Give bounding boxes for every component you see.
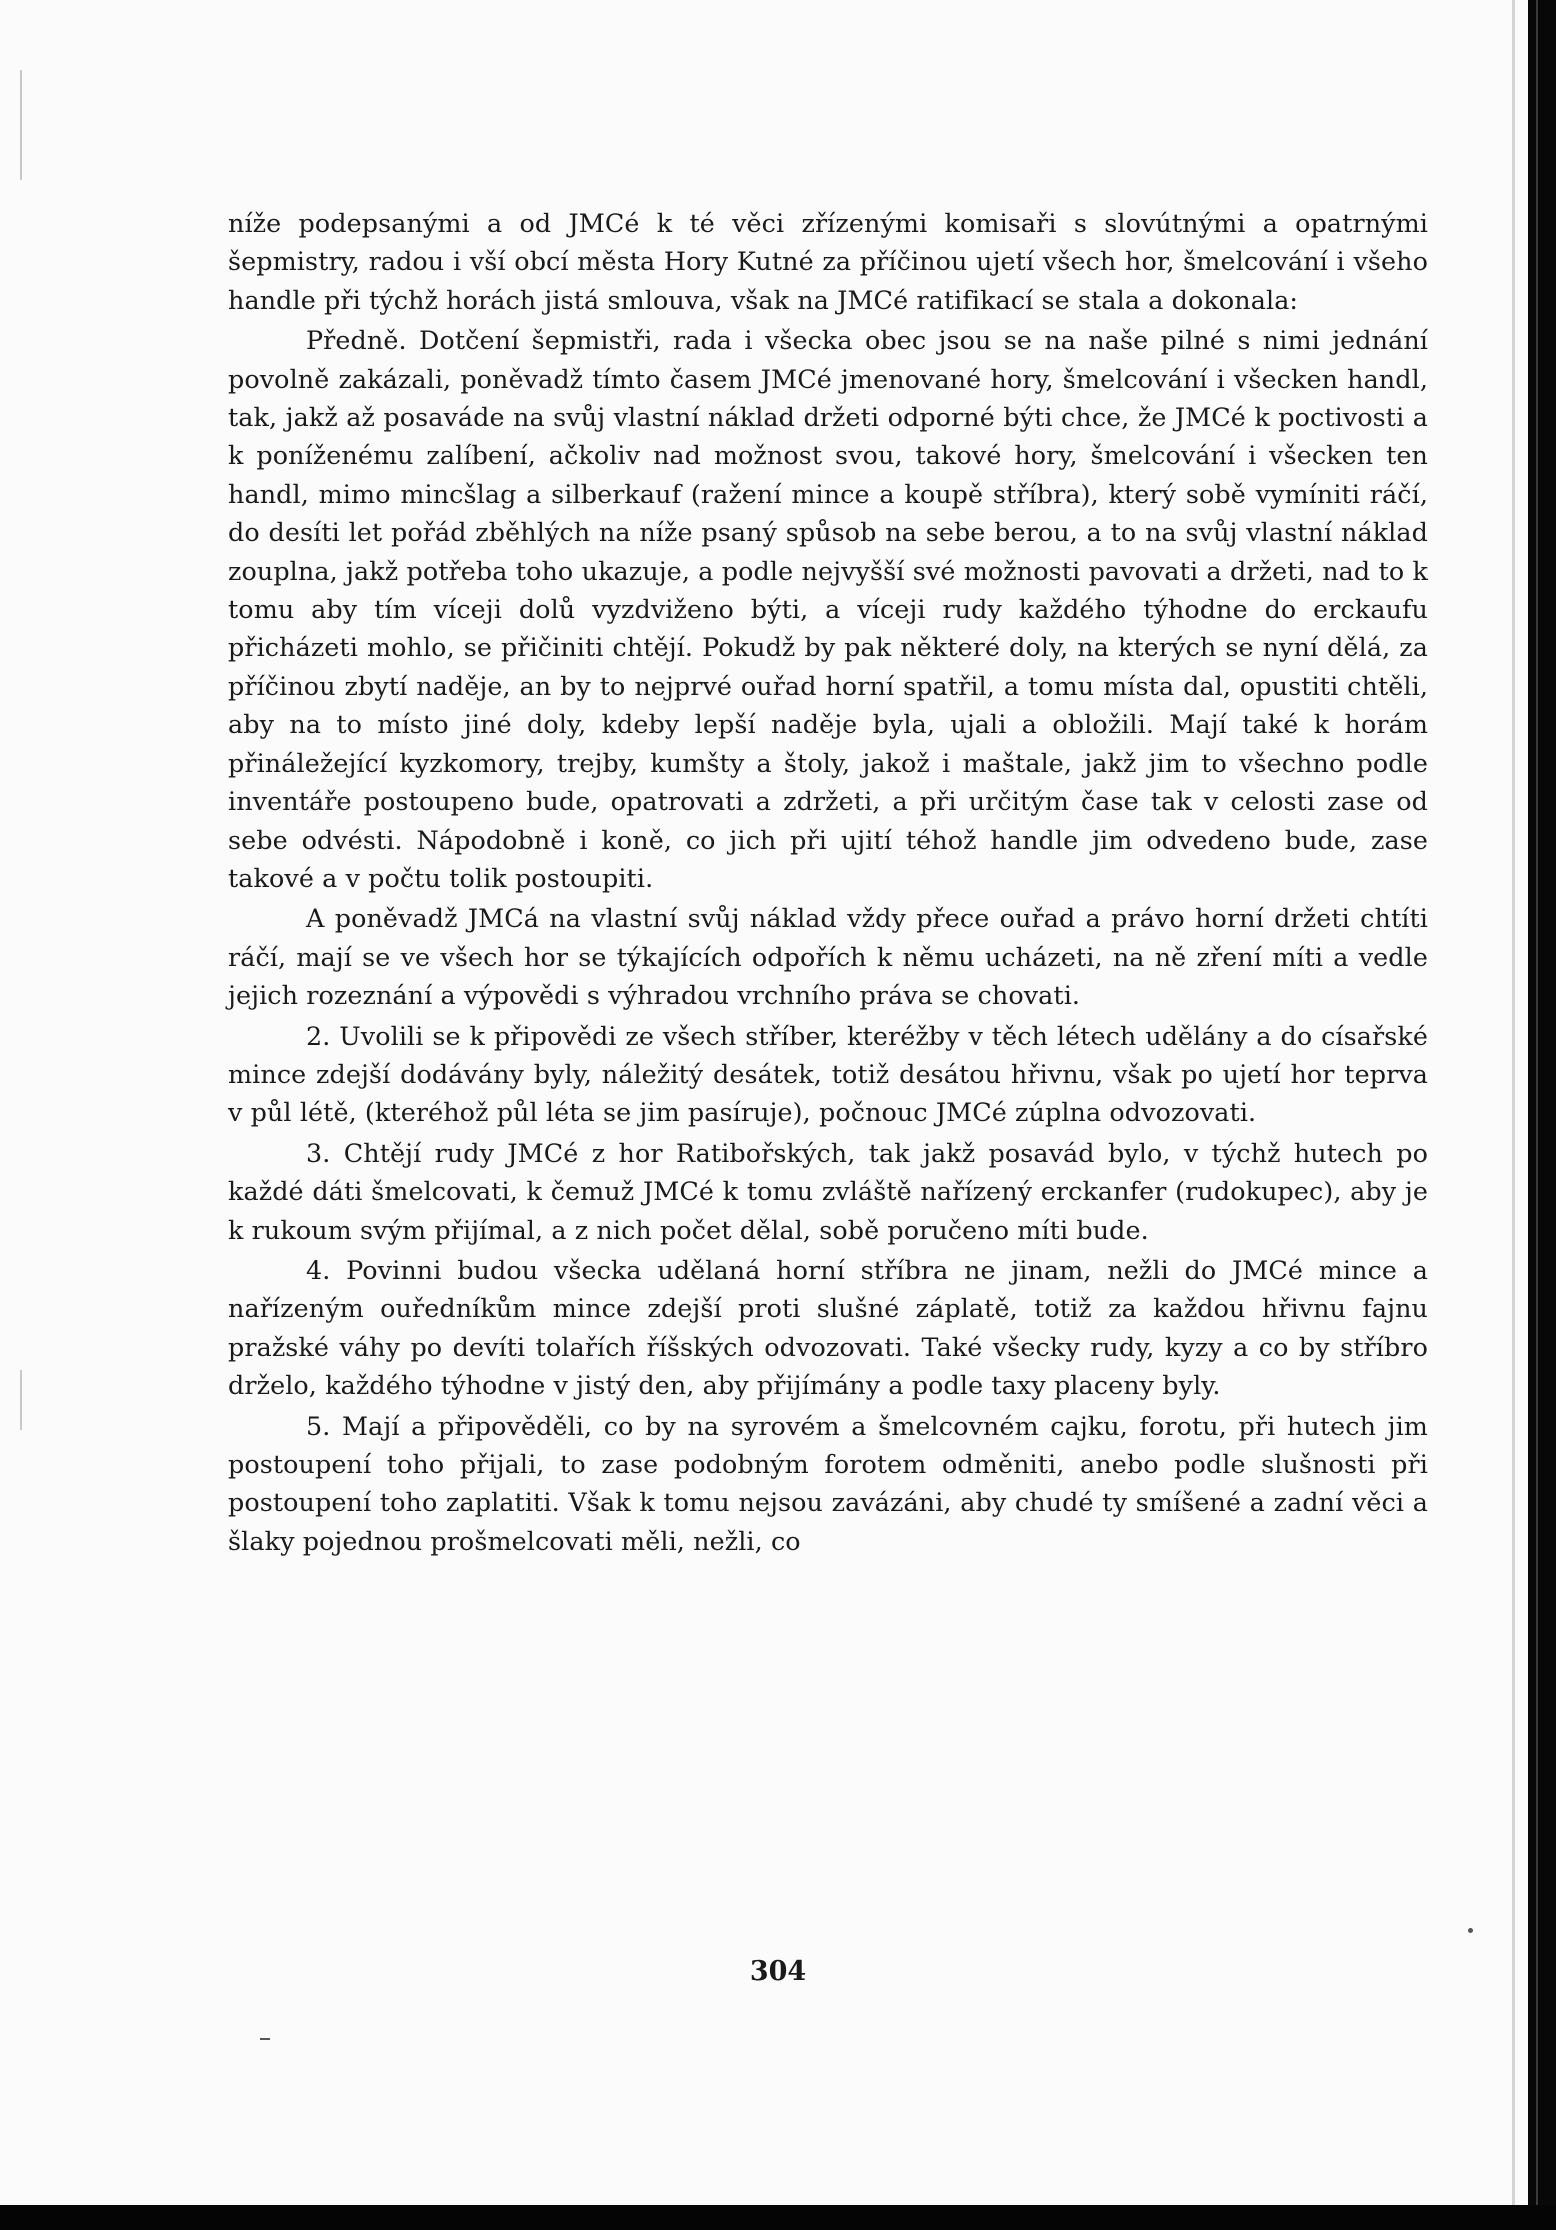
scan-border-line xyxy=(1536,0,1538,2230)
page-number: 304 xyxy=(749,1956,807,1987)
scan-artifact-left-mark xyxy=(20,1370,22,1430)
scan-speck xyxy=(1468,1928,1473,1933)
paragraph-article-2: 2. Uvolili se k připovědi ze všech stříber, kteréžby v těch létech udělány a do císařské mince zdejší dodávány byly, náležitý desátek, totiž desátou hřivnu, však po ujetí hor teprva v půl létě, (kteréhož půl léta se jim pasíruje), počnouc JMCé zúplna odvozovati. xyxy=(228,1020,1428,1128)
paragraph-article-5: 5. Mají a připověděli, co by na syrovém a šmelcovném cajku, forotu, při hutech jim postoupení toho přijali, to zase podobným forotem odměniti, anebo podle slušnosti při postoupení toho zaplatiti. Však k tomu nejsou zavázáni, aby chudé ty smíšené a zadní věci a šlaky pojednou prošmelcovati měli, nežli, co xyxy=(228,1410,1428,1556)
scan-border-right xyxy=(1528,0,1556,2230)
paragraph-article-3: 3. Chtějí rudy JMCé z hor Ratibořských, tak jakž posavád bylo, v týchž hutech po každé dáti šmelcovati, k čemuž JMCé k tomu zvláště nařízený erckanfer (rudokupec), aby je k rukoum svým přijímal, a z nich počet dělal, sobě poručeno míti bude. xyxy=(228,1137,1428,1245)
paragraph-predne: Předně. Dotčení šepmistři, rada i všecka obec jsou se na naše pilné s nimi jednání povolně zakázali, poněvadž tímto časem JMCé jmenované hory, šmelcování i všecken handl, tak, jakž až posaváde na svůj vlastní náklad držeti odporné býti chce, že JMCé k poctivosti a k poníženému zalíbení, ačkoliv nad možnost svou, takové hory, šmelcování i všecken ten handl, mimo mincšlag a silberkauf (ražení mince a koupě stříbra), který sobě vymíniti ráčí, do desíti let pořád zběhlých na níže psaný spůsob na sebe berou, a to na svůj vlastní náklad zouplna, jakž potřeba toho ukazuje, a podle nejvyšší své možnosti pavovati a držeti, nad to k tomu aby tím víceji dolů vyzdviženo býti, a víceji rudy každého týhodne do erckaufu přicházeti mohlo, se přičiniti chtějí. Pokudž by pak některé doly, na kterých se nyní dělá, za příčinou zbytí naděje, an by to nejprvé ouřad horní spatřil, a tomu místa dal, opustiti chtěli, aby na to místo jiné doly, kdeby lepší naděje byla, ujali a obložili. Mají také k horám přináležející kyzkomory, trejby, kumšty a štoly, jakož i maštale, jakž jim to všechno podle inventáře postoupeno bude, opatrovati a zdržeti, a při určitým čase tak v celosti zase od sebe odvésti. Nápodobně i koně, co jich při ujití téhož handle jim odvedeno bude, zase takové a v počtu tolik postoupiti. xyxy=(228,325,1428,893)
scan-border-bottom xyxy=(0,2205,1556,2230)
body-text xyxy=(228,204,1428,1562)
scan-speck xyxy=(260,2038,270,2040)
paragraph-ponevadz: A poněvadž JMCá na vlastní svůj náklad vždy přece ouřad a právo horní držeti chtíti ráčí, mají se ve všech hor se týkajících odpořích k němu ucházeti, na ně zření míti a vedle jejich rozeznání a výpovědi s výhradou vrchního práva se chovati. xyxy=(228,903,1428,1011)
paragraph-continuation: níže podepsanými a od JMCé k té věci zřízenými komisaři s slovútnými a opatrnými šepmistry, radou i vší obcí města Hory Kutné za příčinou ujetí všech hor, šmelcování i všeho handle při týchž horách jistá smlouva, však na JMCé ratifikací se stala a dokonala: xyxy=(228,208,1428,315)
page-edge-shadow xyxy=(1512,0,1515,2205)
paragraph-article-4: 4. Povinni budou všecka udělaná horní stříbra ne jinam, nežli do JMCé mince a nařízeným ouředníkům mince zdejší proti slušné záplatě, totiž za každou hřivnu fajnu pražské váhy po devíti tolařích říšských odvozovati. Také všecky rudy, kyzy a co by stříbro drželo, každého týhodne v jistý den, aby přijímány a podle taxy placeny byly. xyxy=(228,1254,1428,1401)
scan-artifact-left-mark xyxy=(20,70,22,180)
